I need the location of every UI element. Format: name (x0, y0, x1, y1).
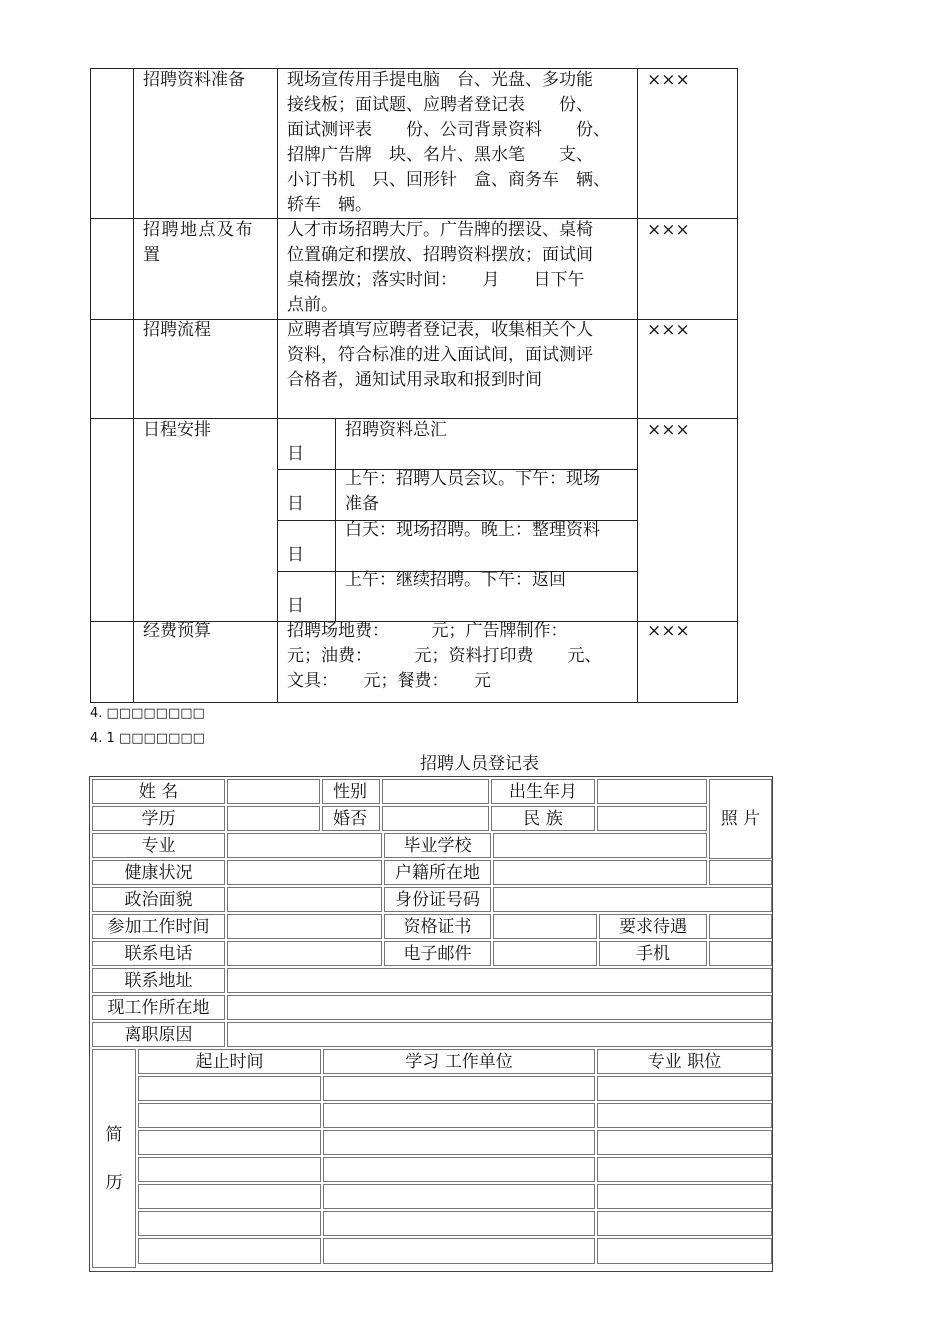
schedule-day: 日 (287, 494, 304, 514)
plan-row-4-owner-cell (637, 418, 738, 622)
plan-row-5-detail-line: 招聘场地费： 元；广告牌制作： (287, 621, 568, 641)
schedule-day-cell (277, 520, 336, 572)
resume-unit-field[interactable] (323, 1130, 595, 1155)
plan-row-3-owner: ××× (647, 320, 690, 340)
plan-row-1-detail-line: 轿车 辆。 (287, 195, 372, 215)
label-gender: 性别 (322, 779, 380, 804)
schedule-day-cell (277, 571, 336, 622)
plan-row-1-item: 招聘资料准备 (143, 70, 245, 90)
mobile-field[interactable] (709, 941, 772, 966)
label-major: 专业 (92, 833, 225, 858)
resume-position-field[interactable] (597, 1076, 772, 1101)
salary-field[interactable] (709, 914, 772, 939)
current-location-field[interactable] (227, 995, 772, 1020)
schedule-desc-line: 准备 (345, 494, 379, 514)
label-birth: 出生年月 (491, 779, 595, 804)
resume-period-field[interactable] (138, 1211, 321, 1236)
resume-unit-field[interactable] (323, 1103, 595, 1128)
plan-row-5-owner: ××× (647, 621, 690, 641)
hukou-extra-field[interactable] (709, 860, 772, 885)
plan-row-2-owner: ××× (647, 220, 690, 240)
certificate-field[interactable] (493, 914, 597, 939)
resume-period-field[interactable] (138, 1184, 321, 1209)
plan-row-1-owner: ××× (647, 70, 690, 90)
resume-period-field[interactable] (138, 1157, 321, 1182)
resume-position-field[interactable] (597, 1184, 772, 1209)
plan-row-3-detail-line: 资料，符合标准的进入面试间，面试测评 (287, 345, 593, 365)
schedule-desc-line: 白天：现场招聘。晚上：整理资料 (345, 520, 600, 540)
label-phone: 联系电话 (92, 941, 225, 966)
schedule-day-cell (277, 469, 336, 521)
registration-form (89, 776, 773, 1272)
id-number-field[interactable] (493, 887, 772, 912)
resume-unit-field[interactable] (323, 1238, 595, 1264)
plan-row-5-item: 经费预算 (143, 621, 211, 641)
hukou-field[interactable] (493, 860, 707, 885)
plan-row-4-item-cell (133, 418, 278, 622)
plan-row-5-detail-line: 元；油费： 元；资料打印费 元、 (287, 646, 602, 666)
label-health: 健康状况 (92, 860, 225, 885)
birth-field[interactable] (597, 779, 707, 804)
schedule-day: 日 (287, 596, 304, 616)
schedule-day: 日 (287, 545, 304, 565)
section-4-1-heading: 4. 1 □□□□□□□ (90, 731, 205, 746)
resume-period-field[interactable] (138, 1238, 321, 1264)
schedule-desc-line: 上午：招聘人员会议。下午：现场 (345, 469, 600, 489)
resume-position-field[interactable] (597, 1211, 772, 1236)
label-education: 学历 (92, 806, 225, 831)
resume-unit-field[interactable] (323, 1184, 595, 1209)
plan-row-2-detail-line: 人才市场招聘大厅。广告牌的摆设、桌椅 (287, 220, 593, 240)
resume-label-char: 历 (105, 1173, 123, 1193)
plan-row-5-index-cell (90, 621, 134, 703)
label-politics: 政治面貌 (92, 887, 225, 912)
plan-row-1-detail-line: 面试测评表 份、公司背景资料 份、 (287, 120, 610, 140)
schedule-desc-line: 上午：继续招聘。下午：返回 (345, 570, 566, 590)
label-ethnicity: 民 族 (491, 806, 595, 831)
health-field[interactable] (227, 860, 382, 885)
resume-label-char: 简 (105, 1125, 123, 1145)
label-hukou: 户籍所在地 (384, 860, 491, 885)
major-field[interactable] (227, 833, 382, 858)
label-id-number: 身份证号码 (384, 887, 491, 912)
resume-period-field[interactable] (138, 1130, 321, 1155)
resume-position-field[interactable] (597, 1130, 772, 1155)
label-leave-reason: 离职原因 (92, 1022, 225, 1047)
plan-row-1-detail-line: 小订书机 只、回形针 盒、商务车 辆、 (287, 170, 610, 190)
plan-row-5-detail-line: 文具： 元；餐费： 元 (287, 671, 491, 691)
email-field[interactable] (493, 941, 597, 966)
plan-row-4-item: 日程安排 (143, 420, 211, 440)
work-start-field[interactable] (227, 914, 382, 939)
resume-header-position: 专业 职位 (597, 1049, 772, 1074)
plan-row-4-owner: ××× (647, 420, 690, 440)
resume-position-field[interactable] (597, 1238, 772, 1264)
label-mobile: 手机 (599, 941, 707, 966)
label-current-location: 现工作所在地 (92, 995, 225, 1020)
resume-period-field[interactable] (138, 1076, 321, 1101)
plan-row-3-detail-line: 合格者，通知试用录取和报到时间 (287, 370, 542, 390)
resume-header-period: 起止时间 (138, 1049, 321, 1074)
schedule-day: 日 (287, 444, 304, 464)
resume-period-field[interactable] (138, 1103, 321, 1128)
education-field[interactable] (227, 806, 320, 831)
label-certificate: 资格证书 (384, 914, 491, 939)
label-work-start: 参加工作时间 (92, 914, 225, 939)
label-salary: 要求待遇 (599, 914, 707, 939)
plan-row-3-index-cell (90, 319, 134, 419)
schedule-desc-line: 招聘资料总汇 (345, 420, 447, 440)
label-email: 电子邮件 (384, 941, 491, 966)
plan-row-2-item-line: 招聘地点及布 (143, 220, 254, 240)
label-address: 联系地址 (92, 968, 225, 993)
resume-position-field[interactable] (597, 1157, 772, 1182)
plan-row-4-index-cell (90, 418, 134, 622)
ethnicity-field[interactable] (597, 806, 707, 831)
marital-field[interactable] (382, 806, 489, 831)
plan-row-3-detail-line: 应聘者填写应聘者登记表，收集相关个人 (287, 320, 593, 340)
plan-row-2-detail-line: 位置确定和摆放、招聘资料摆放；面试间 (287, 245, 593, 265)
politics-field[interactable] (227, 887, 382, 912)
section-4-heading: 4. □□□□□□□□ (90, 706, 205, 721)
plan-row-1-index-cell (90, 68, 134, 219)
gender-field[interactable] (382, 779, 489, 804)
label-photo: 照 片 (720, 809, 761, 829)
resume-unit-field[interactable] (323, 1076, 595, 1101)
resume-position-field[interactable] (597, 1103, 772, 1128)
plan-row-1-detail-line: 招牌广告牌 块、名片、黑水笔 支、 (287, 145, 593, 165)
form-title: 招聘人员登记表 (420, 754, 539, 774)
resume-unit-field[interactable] (323, 1157, 595, 1182)
plan-row-1-detail-line: 接线板；面试题、应聘者登记表 份、 (287, 95, 593, 115)
phone-field[interactable] (227, 941, 382, 966)
plan-row-1-detail-line: 现场宣传用手提电脑 台、光盘、多功能 (287, 70, 593, 90)
resume-label-cell (92, 1049, 136, 1268)
plan-row-2-detail-line: 桌椅摆放；落实时间： 月 日下午 (287, 270, 585, 290)
address-field[interactable] (227, 968, 772, 993)
name-field[interactable] (227, 779, 320, 804)
label-marital: 婚否 (322, 806, 380, 831)
resume-header-unit: 学习 工作单位 (323, 1049, 595, 1074)
resume-unit-field[interactable] (323, 1211, 595, 1236)
plan-row-3-item: 招聘流程 (143, 320, 211, 340)
plan-row-2-detail-line: 点前。 (287, 295, 338, 315)
leave-reason-field[interactable] (227, 1022, 772, 1047)
plan-row-2-item-line: 置 (143, 245, 160, 265)
plan-row-2-index-cell (90, 218, 134, 320)
schedule-day-cell (277, 418, 336, 470)
label-school: 毕业学校 (384, 833, 491, 858)
school-field[interactable] (493, 833, 707, 858)
label-name: 姓 名 (92, 779, 225, 804)
